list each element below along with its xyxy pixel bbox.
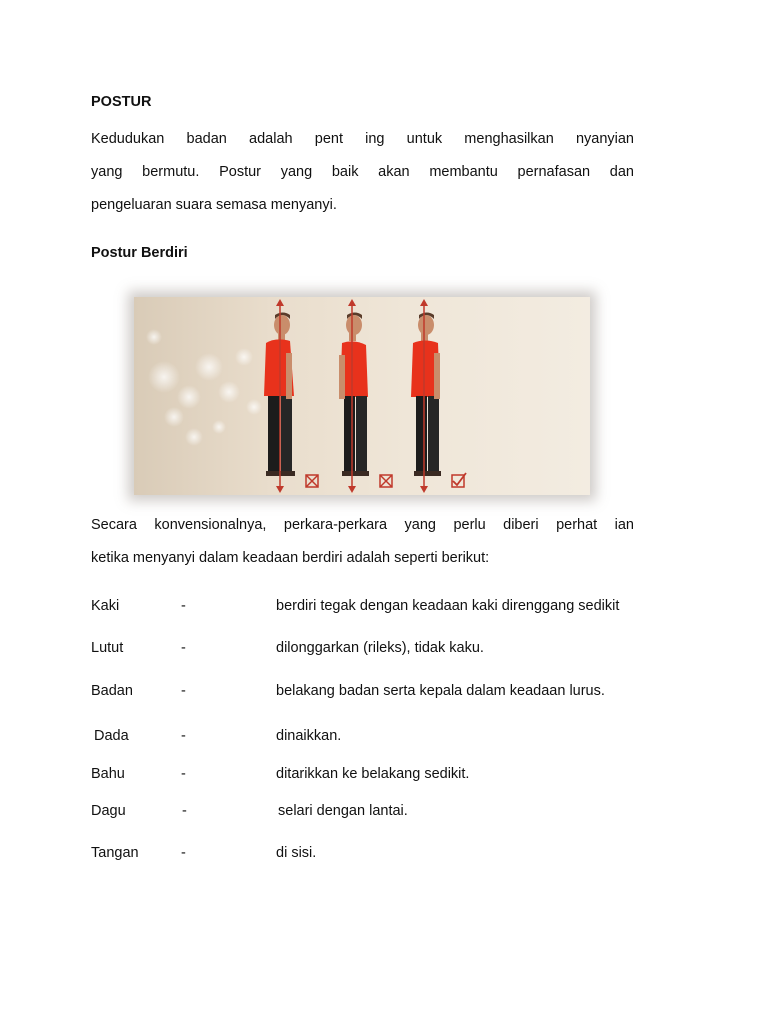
cross-mark-1-icon: [306, 475, 318, 487]
item-dash: -: [181, 683, 186, 699]
intro-line-2: yang bermutu. Postur yang baik akan membantu pernafasan dan: [91, 164, 634, 180]
person-figure-2: [339, 313, 369, 477]
item-label: Bahu: [91, 766, 125, 782]
item-label: Dada: [94, 728, 129, 744]
item-label: Badan: [91, 683, 133, 699]
check-mark-icon: [452, 473, 466, 487]
desc-line-1: Secara konvensionalnya, perkara-perkara yang perlu diberi perhat ian: [91, 517, 634, 533]
item-dash: -: [181, 845, 186, 861]
item-text: berdiri tegak dengan keadaan kaki direnggang sedikit: [276, 598, 620, 614]
item-dash: -: [181, 766, 186, 782]
item-label: Kaki: [91, 598, 120, 614]
item-text: dilonggarkan (rileks), tidak kaku.: [276, 640, 484, 656]
item-text: dinaikkan.: [276, 728, 342, 744]
item-dash: -: [181, 598, 186, 614]
section-title: POSTUR: [91, 94, 152, 110]
cross-mark-2-icon: [380, 475, 392, 487]
bokeh-lights: [146, 329, 262, 446]
item-text: di sisi.: [276, 845, 317, 861]
intro-line-1: Kedudukan badan adalah pent ing untuk menghasilkan nyanyian: [91, 131, 634, 147]
item-label: Lutut: [91, 640, 124, 656]
subsection-title: Postur Berdiri: [91, 245, 188, 261]
posture-figure: [134, 297, 590, 495]
item-label: Tangan: [91, 845, 139, 861]
posture-illustration: [134, 297, 590, 495]
item-dash: -: [181, 728, 186, 744]
item-text: ditarikkan ke belakang sedikit.: [276, 766, 470, 782]
person-figure-3: [411, 313, 441, 477]
item-text: selari dengan lantai.: [278, 803, 408, 819]
item-label: Dagu: [91, 803, 126, 819]
item-dash: -: [181, 640, 186, 656]
intro-line-3: pengeluaran suara semasa menyanyi.: [91, 197, 337, 213]
desc-line-2: ketika menyanyi dalam keadaan berdiri adalah seperti berikut:: [91, 550, 490, 566]
item-text: belakang badan serta kepala dalam keadaan lurus.: [276, 683, 605, 699]
item-dash: -: [182, 803, 187, 819]
